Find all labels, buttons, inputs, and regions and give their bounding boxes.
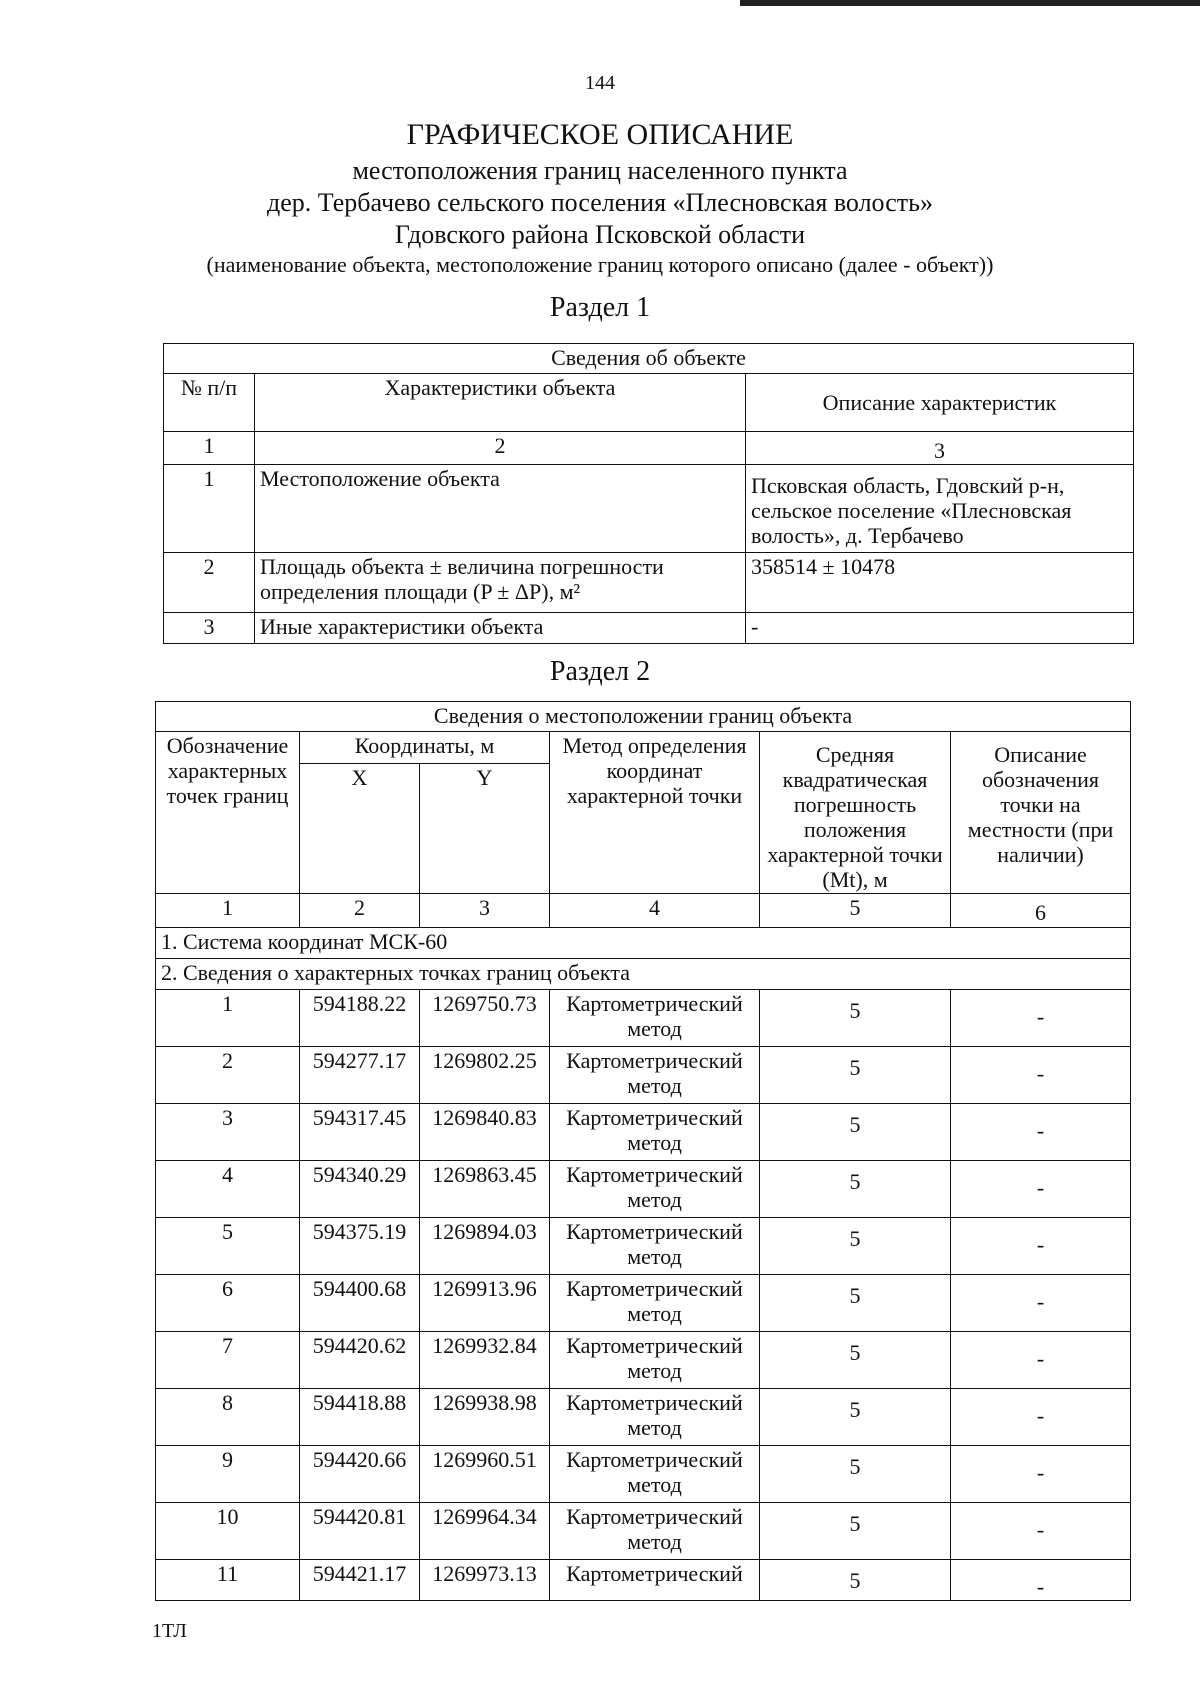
table-caption: Сведения о местоположении границ объекта (156, 702, 1131, 732)
coord-x: 594317.45 (300, 1104, 420, 1161)
point-number: 5 (156, 1218, 300, 1275)
row-name: Площадь объекта ± величина погрешности определения площади (P ± ΔP), м² (255, 553, 746, 613)
row-value: Псковская область, Гдовский р-н, сельское поселение «Плесновская волость», д. Тербачево (746, 465, 1134, 553)
coord-y: 1269894.03 (420, 1218, 550, 1275)
mean-error: 5 (760, 1047, 951, 1104)
subtitle-line-2: дер. Тербачево сельского поселения «Плесновская волость» (267, 188, 933, 217)
boundary-points-table (155, 701, 1131, 1601)
coord-x: 594418.88 (300, 1389, 420, 1446)
point-number: 10 (156, 1503, 300, 1560)
table-row (156, 1332, 1131, 1389)
mean-error: 5 (760, 1218, 951, 1275)
table-row (156, 1104, 1131, 1161)
header-characteristic: Характеристики объекта (255, 374, 746, 432)
point-number: 2 (156, 1047, 300, 1104)
mean-error: 5 (760, 1560, 951, 1601)
method: Картометрический метод (550, 1161, 760, 1218)
point-desc: - (951, 1332, 1131, 1389)
col-number: 1 (156, 894, 300, 928)
method: Картометрический метод (550, 990, 760, 1047)
method: Картометрический метод (550, 1047, 760, 1104)
header-x: X (300, 764, 420, 894)
header-desc: Описание обозначения точки на местности (при наличии) (951, 732, 1131, 894)
coord-x: 594421.17 (300, 1560, 420, 1601)
col-number: 2 (300, 894, 420, 928)
point-desc: - (951, 1560, 1131, 1601)
table-row (156, 1218, 1131, 1275)
coord-x: 594340.29 (300, 1161, 420, 1218)
points-section-row: 2. Сведения о характерных точках границ объекта (156, 959, 1131, 990)
method: Картометрический (550, 1560, 760, 1601)
point-desc: - (951, 1275, 1131, 1332)
mean-error: 5 (760, 1446, 951, 1503)
coord-y: 1269913.96 (420, 1275, 550, 1332)
coord-y: 1269938.98 (420, 1389, 550, 1446)
table-row (156, 1161, 1131, 1218)
col-number: 1 (164, 432, 255, 465)
col-number: 4 (550, 894, 760, 928)
table-row (156, 990, 1131, 1047)
coord-x: 594400.68 (300, 1275, 420, 1332)
coord-y: 1269973.13 (420, 1560, 550, 1601)
coord-x: 594420.81 (300, 1503, 420, 1560)
header-point: Обозначение характерных точек границ (156, 732, 300, 894)
col-number: 3 (746, 432, 1134, 465)
subtitle-note: (наименование объекта, местоположение границ которого описано (далее - объект)) (206, 252, 994, 277)
point-desc: - (951, 1218, 1131, 1275)
point-desc: - (951, 1389, 1131, 1446)
coord-x: 594420.66 (300, 1446, 420, 1503)
point-desc: - (951, 1503, 1131, 1560)
point-number: 8 (156, 1389, 300, 1446)
method: Картометрический метод (550, 1218, 760, 1275)
point-desc: - (951, 1047, 1131, 1104)
mean-error: 5 (760, 1161, 951, 1218)
header-coords: Координаты, м (300, 732, 550, 764)
document-title: ГРАФИЧЕСКОЕ ОПИСАНИЕ (406, 118, 794, 151)
scan-edge-line (740, 0, 1200, 6)
coord-x: 594375.19 (300, 1218, 420, 1275)
col-number: 3 (420, 894, 550, 928)
subtitle-line-1: местоположения границ населенного пункта (352, 156, 848, 185)
row-number: 3 (164, 613, 255, 644)
table-row (156, 1389, 1131, 1446)
point-number: 9 (156, 1446, 300, 1503)
coord-y: 1269750.73 (420, 990, 550, 1047)
mean-error: 5 (760, 1503, 951, 1560)
row-name: Местоположение объекта (255, 465, 746, 553)
points-body (156, 990, 1131, 1601)
coord-y: 1269840.83 (420, 1104, 550, 1161)
coord-x: 594420.62 (300, 1332, 420, 1389)
row-number: 2 (164, 553, 255, 613)
col-number: 6 (951, 894, 1131, 928)
header-number: № п/п (164, 374, 255, 432)
point-number: 6 (156, 1275, 300, 1332)
point-number: 3 (156, 1104, 300, 1161)
point-desc: - (951, 1104, 1131, 1161)
table-row (156, 1560, 1131, 1601)
coord-y: 1269863.45 (420, 1161, 550, 1218)
table-caption: Сведения об объекте (164, 344, 1134, 374)
method: Картометрический метод (550, 1389, 760, 1446)
row-value: 358514 ± 10478 (746, 553, 1134, 613)
section1-title: Раздел 1 (549, 292, 651, 323)
point-desc: - (951, 1446, 1131, 1503)
mean-error: 5 (760, 1389, 951, 1446)
point-desc: - (951, 990, 1131, 1047)
table-row (156, 1047, 1131, 1104)
method: Картометрический метод (550, 1275, 760, 1332)
coord-x: 594277.17 (300, 1047, 420, 1104)
footer-mark: 1ТЛ (152, 1620, 187, 1642)
row-number: 1 (164, 465, 255, 553)
subtitle-line-3: Гдовского района Псковской области (394, 220, 806, 249)
mean-error: 5 (760, 1332, 951, 1389)
coord-y: 1269932.84 (420, 1332, 550, 1389)
mean-error: 5 (760, 1275, 951, 1332)
coord-y: 1269964.34 (420, 1503, 550, 1560)
coord-y: 1269960.51 (420, 1446, 550, 1503)
header-method: Метод определения координат характерной точки (550, 732, 760, 894)
point-number: 1 (156, 990, 300, 1047)
col-number: 5 (760, 894, 951, 928)
col-number: 2 (255, 432, 746, 465)
row-name: Иные характеристики объекта (255, 613, 746, 644)
mean-error: 5 (760, 1104, 951, 1161)
table-row (156, 1503, 1131, 1560)
point-number: 7 (156, 1332, 300, 1389)
method: Картометрический метод (550, 1446, 760, 1503)
coord-x: 594188.22 (300, 990, 420, 1047)
object-info-table (163, 343, 1134, 644)
row-value: - (746, 613, 1134, 644)
coordinate-system-row: 1. Система координат МСК-60 (156, 928, 1131, 959)
header-description: Описание характеристик (746, 374, 1134, 432)
point-desc: - (951, 1161, 1131, 1218)
table-row (156, 1446, 1131, 1503)
point-number: 11 (156, 1560, 300, 1601)
mean-error: 5 (760, 990, 951, 1047)
method: Картометрический метод (550, 1503, 760, 1560)
method: Картометрический метод (550, 1332, 760, 1389)
col-number-row (156, 894, 1131, 928)
point-number: 4 (156, 1161, 300, 1218)
coord-y: 1269802.25 (420, 1047, 550, 1104)
section2-title: Раздел 2 (549, 656, 651, 687)
page-number: 144 (585, 72, 615, 94)
header-y: Y (420, 764, 550, 894)
header-error: Средняя квадратическая погрешность положения характерной точки (Mt), м (760, 732, 951, 894)
table-row (156, 1275, 1131, 1332)
method: Картометрический метод (550, 1104, 760, 1161)
